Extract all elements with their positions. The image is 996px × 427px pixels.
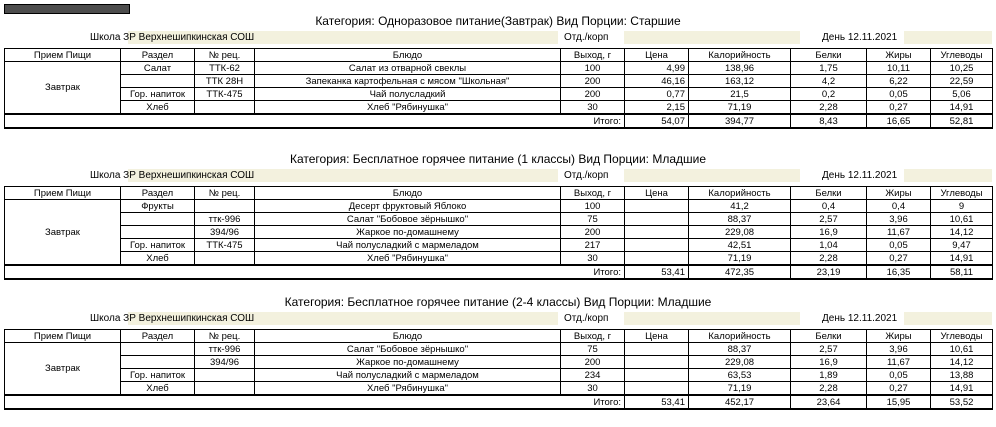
kcal-cell: 71,19 bbox=[689, 252, 791, 266]
table-row bbox=[5, 88, 993, 101]
price-cell bbox=[625, 382, 689, 396]
kcal-cell: 229,08 bbox=[689, 356, 791, 369]
meal-cell: Завтрак bbox=[5, 343, 121, 396]
total-row bbox=[5, 114, 993, 128]
kcal-cell: 88,37 bbox=[689, 343, 791, 356]
column-header: Раздел bbox=[121, 187, 195, 200]
total-kcal: 394,77 bbox=[689, 114, 791, 128]
column-header: Выход, г bbox=[561, 49, 625, 62]
recipe-cell bbox=[195, 369, 255, 382]
price-cell bbox=[625, 200, 689, 213]
protein-cell: 2,28 bbox=[791, 382, 867, 396]
carb-cell: 5,06 bbox=[931, 88, 993, 101]
recipe-cell: ттк-996 bbox=[195, 343, 255, 356]
yield-cell: 200 bbox=[561, 356, 625, 369]
section-cell bbox=[121, 75, 195, 88]
protein-cell: 2,57 bbox=[791, 343, 867, 356]
column-header: Выход, г bbox=[561, 187, 625, 200]
carb-cell: 10,25 bbox=[931, 62, 993, 75]
column-header: Жиры bbox=[867, 49, 931, 62]
total-row bbox=[5, 265, 993, 279]
dish-cell: Жаркое по-домашнему bbox=[255, 356, 561, 369]
fat-cell: 0,27 bbox=[867, 252, 931, 266]
dish-cell: Салат "Бобовое зёрнышко" bbox=[255, 343, 561, 356]
total-label: Итого: bbox=[5, 114, 625, 128]
dept-field bbox=[624, 169, 800, 182]
section-cell bbox=[121, 356, 195, 369]
category-title: Категория: Одноразовое питание(Завтрак) Вид Порции: Старшие bbox=[315, 14, 681, 28]
fat-cell: 0,27 bbox=[867, 101, 931, 115]
dept-label: Отд./корп bbox=[564, 313, 609, 324]
price-cell bbox=[625, 226, 689, 239]
yield-cell: 200 bbox=[561, 75, 625, 88]
protein-cell: 1,89 bbox=[791, 369, 867, 382]
yield-cell: 30 bbox=[561, 101, 625, 115]
column-header: Прием Пищи bbox=[5, 187, 121, 200]
price-cell bbox=[625, 239, 689, 252]
column-header: Раздел bbox=[121, 330, 195, 343]
recipe-cell bbox=[195, 101, 255, 115]
protein-cell: 1,75 bbox=[791, 62, 867, 75]
column-header: Углеводы bbox=[931, 330, 993, 343]
kcal-cell: 138,96 bbox=[689, 62, 791, 75]
price-cell bbox=[625, 356, 689, 369]
price-cell bbox=[625, 213, 689, 226]
protein-cell: 16,9 bbox=[791, 226, 867, 239]
column-header: № рец. bbox=[195, 187, 255, 200]
menu-section bbox=[4, 293, 992, 410]
menu-section bbox=[4, 12, 992, 129]
table-row bbox=[5, 101, 993, 115]
dish-cell: Салат "Бобовое зёрнышко" bbox=[255, 213, 561, 226]
kcal-cell: 42,51 bbox=[689, 239, 791, 252]
total-protein: 23,19 bbox=[791, 265, 867, 279]
section-cell bbox=[121, 226, 195, 239]
total-fat: 16,65 bbox=[867, 114, 931, 128]
yield-cell: 200 bbox=[561, 226, 625, 239]
column-header: Прием Пищи bbox=[5, 49, 121, 62]
dish-cell: Хлеб "Рябинушка" bbox=[255, 252, 561, 266]
table-row bbox=[5, 382, 993, 396]
dish-cell: Хлеб "Рябинушка" bbox=[255, 101, 561, 115]
price-cell: 0,77 bbox=[625, 88, 689, 101]
yield-cell: 30 bbox=[561, 252, 625, 266]
recipe-cell bbox=[195, 382, 255, 396]
dept-label: Отд./корп bbox=[564, 170, 609, 181]
column-header: Углеводы bbox=[931, 187, 993, 200]
dept-field bbox=[624, 312, 800, 325]
section-cell bbox=[121, 343, 195, 356]
protein-cell: 4,2 bbox=[791, 75, 867, 88]
section-cell bbox=[121, 213, 195, 226]
recipe-cell bbox=[195, 252, 255, 266]
column-header: Прием Пищи bbox=[5, 330, 121, 343]
column-header: Калорийность bbox=[689, 49, 791, 62]
carb-cell: 14,91 bbox=[931, 252, 993, 266]
column-header: Блюдо bbox=[255, 330, 561, 343]
kcal-cell: 71,19 bbox=[689, 101, 791, 115]
column-header: № рец. bbox=[195, 330, 255, 343]
column-header: Белки bbox=[791, 187, 867, 200]
table-row bbox=[5, 213, 993, 226]
table-header-row bbox=[5, 187, 993, 200]
kcal-cell: 88,37 bbox=[689, 213, 791, 226]
total-kcal: 452,17 bbox=[689, 395, 791, 409]
table-row bbox=[5, 369, 993, 382]
fat-cell: 11,67 bbox=[867, 226, 931, 239]
yield-cell: 75 bbox=[561, 213, 625, 226]
table-row bbox=[5, 200, 993, 213]
kcal-cell: 21,5 bbox=[689, 88, 791, 101]
fat-cell: 3,96 bbox=[867, 343, 931, 356]
table-row bbox=[5, 343, 993, 356]
column-header: Раздел bbox=[121, 49, 195, 62]
protein-cell: 2,28 bbox=[791, 101, 867, 115]
section-cell: Хлеб bbox=[121, 382, 195, 396]
recipe-cell: ттк-996 bbox=[195, 213, 255, 226]
carb-cell: 13,88 bbox=[931, 369, 993, 382]
table-row bbox=[5, 356, 993, 369]
column-header: Белки bbox=[791, 330, 867, 343]
price-cell: 2,15 bbox=[625, 101, 689, 115]
fat-cell: 11,67 bbox=[867, 356, 931, 369]
recipe-cell: ТТК-475 bbox=[195, 239, 255, 252]
section-cell: Гор. напиток bbox=[121, 369, 195, 382]
column-header: Цена bbox=[625, 49, 689, 62]
total-price: 53,41 bbox=[625, 395, 689, 409]
kcal-cell: 229,08 bbox=[689, 226, 791, 239]
category-title: Категория: Бесплатное горячее питание (1 классы) Вид Порции: Младшие bbox=[289, 152, 707, 166]
carb-cell: 9,47 bbox=[931, 239, 993, 252]
section-cell: Хлеб bbox=[121, 252, 195, 266]
fat-cell: 0,05 bbox=[867, 369, 931, 382]
yield-cell: 200 bbox=[561, 88, 625, 101]
yield-cell: 75 bbox=[561, 343, 625, 356]
dish-cell: Салат из отварной свеклы bbox=[255, 62, 561, 75]
table-header-row bbox=[5, 330, 993, 343]
dish-cell: Жаркое по-домашнему bbox=[255, 226, 561, 239]
table-row bbox=[5, 62, 993, 75]
total-carb: 53,52 bbox=[931, 395, 993, 409]
price-cell bbox=[625, 252, 689, 266]
menu-section bbox=[4, 150, 992, 280]
recipe-cell: 394/96 bbox=[195, 356, 255, 369]
price-cell: 46,16 bbox=[625, 75, 689, 88]
carb-cell: 10,61 bbox=[931, 343, 993, 356]
section-cell: Хлеб bbox=[121, 101, 195, 115]
kcal-cell: 71,19 bbox=[689, 382, 791, 396]
table-header-row bbox=[5, 49, 993, 62]
column-header: Белки bbox=[791, 49, 867, 62]
column-header: Калорийность bbox=[689, 330, 791, 343]
yield-cell: 234 bbox=[561, 369, 625, 382]
fat-cell: 0,4 bbox=[867, 200, 931, 213]
dish-cell: Чай полусладкий с мармеладом bbox=[255, 369, 561, 382]
meal-cell: Завтрак bbox=[5, 200, 121, 266]
protein-cell: 1,04 bbox=[791, 239, 867, 252]
column-header: № рец. bbox=[195, 49, 255, 62]
price-cell bbox=[625, 343, 689, 356]
kcal-cell: 41,2 bbox=[689, 200, 791, 213]
recipe-cell: ТТК-475 bbox=[195, 88, 255, 101]
day-label: День 12.11.2021 bbox=[822, 313, 898, 324]
school-info-row bbox=[4, 168, 992, 183]
menu-table bbox=[4, 48, 993, 129]
dish-cell: Запеканка картофельная с мясом "Школьная" bbox=[255, 75, 561, 88]
total-protein: 8,43 bbox=[791, 114, 867, 128]
protein-cell: 2,28 bbox=[791, 252, 867, 266]
total-label: Итого: bbox=[5, 265, 625, 279]
column-header: Углеводы bbox=[931, 49, 993, 62]
fat-cell: 0,05 bbox=[867, 88, 931, 101]
column-header: Жиры bbox=[867, 330, 931, 343]
column-header: Выход, г bbox=[561, 330, 625, 343]
day-label: День 12.11.2021 bbox=[822, 32, 898, 43]
section-cell: Гор. напиток bbox=[121, 239, 195, 252]
carb-cell: 9 bbox=[931, 200, 993, 213]
school-info-row bbox=[4, 311, 992, 326]
dish-cell: Десерт фруктовый Яблоко bbox=[255, 200, 561, 213]
price-cell: 4,99 bbox=[625, 62, 689, 75]
carb-cell: 14,91 bbox=[931, 382, 993, 396]
column-header: Жиры bbox=[867, 187, 931, 200]
yield-cell: 217 bbox=[561, 239, 625, 252]
yield-cell: 100 bbox=[561, 62, 625, 75]
recipe-cell: 394/96 bbox=[195, 226, 255, 239]
column-header: Блюдо bbox=[255, 49, 561, 62]
dish-cell: Хлеб "Рябинушка" bbox=[255, 382, 561, 396]
table-row bbox=[5, 252, 993, 266]
total-carb: 58,11 bbox=[931, 265, 993, 279]
carb-cell: 14,12 bbox=[931, 226, 993, 239]
school-info-row bbox=[4, 30, 992, 45]
day-field bbox=[904, 31, 992, 44]
total-price: 54,07 bbox=[625, 114, 689, 128]
school-label: Школа ЗР Верхнешипкинская СОШ bbox=[90, 32, 255, 43]
carb-cell: 14,91 bbox=[931, 101, 993, 115]
carb-cell: 22,59 bbox=[931, 75, 993, 88]
fat-cell: 0,05 bbox=[867, 239, 931, 252]
section-cell: Салат bbox=[121, 62, 195, 75]
fat-cell: 0,27 bbox=[867, 382, 931, 396]
column-header: Калорийность bbox=[689, 187, 791, 200]
school-label: Школа ЗР Верхнешипкинская СОШ bbox=[90, 313, 255, 324]
day-field bbox=[904, 312, 992, 325]
table-row bbox=[5, 239, 993, 252]
column-header: Цена bbox=[625, 330, 689, 343]
table-row bbox=[5, 226, 993, 239]
fat-cell: 3,96 bbox=[867, 213, 931, 226]
carb-cell: 10,61 bbox=[931, 213, 993, 226]
section-cell: Гор. напиток bbox=[121, 88, 195, 101]
yield-cell: 100 bbox=[561, 200, 625, 213]
day-field bbox=[904, 169, 992, 182]
protein-cell: 0,4 bbox=[791, 200, 867, 213]
total-carb: 52,81 bbox=[931, 114, 993, 128]
fat-cell: 6,22 bbox=[867, 75, 931, 88]
protein-cell: 16,9 bbox=[791, 356, 867, 369]
yield-cell: 30 bbox=[561, 382, 625, 396]
dept-label: Отд./корп bbox=[564, 32, 609, 43]
dish-cell: Чай полусладкий с мармеладом bbox=[255, 239, 561, 252]
kcal-cell: 63,53 bbox=[689, 369, 791, 382]
carb-cell: 14,12 bbox=[931, 356, 993, 369]
dish-cell: Чай полусладкий bbox=[255, 88, 561, 101]
school-label: Школа ЗР Верхнешипкинская СОШ bbox=[90, 170, 255, 181]
table-row bbox=[5, 75, 993, 88]
price-cell bbox=[625, 369, 689, 382]
kcal-cell: 163,12 bbox=[689, 75, 791, 88]
recipe-cell: ТТК-62 bbox=[195, 62, 255, 75]
column-header: Блюдо bbox=[255, 187, 561, 200]
recipe-cell bbox=[195, 200, 255, 213]
total-protein: 23,64 bbox=[791, 395, 867, 409]
total-fat: 16,35 bbox=[867, 265, 931, 279]
total-row bbox=[5, 395, 993, 409]
meal-cell: Завтрак bbox=[5, 62, 121, 115]
day-label: День 12.11.2021 bbox=[822, 170, 898, 181]
category-title: Категория: Бесплатное горячее питание (2-4 классы) Вид Порции: Младшие bbox=[284, 295, 712, 309]
protein-cell: 0,2 bbox=[791, 88, 867, 101]
section-cell: Фрукты bbox=[121, 200, 195, 213]
column-header: Цена bbox=[625, 187, 689, 200]
menu-table bbox=[4, 186, 993, 280]
total-price: 53,41 bbox=[625, 265, 689, 279]
menu-table bbox=[4, 329, 993, 410]
recipe-cell: ТТК 28Н bbox=[195, 75, 255, 88]
protein-cell: 2,57 bbox=[791, 213, 867, 226]
dept-field bbox=[624, 31, 800, 44]
total-kcal: 472,35 bbox=[689, 265, 791, 279]
total-label: Итого: bbox=[5, 395, 625, 409]
fat-cell: 10,11 bbox=[867, 62, 931, 75]
total-fat: 15,95 bbox=[867, 395, 931, 409]
